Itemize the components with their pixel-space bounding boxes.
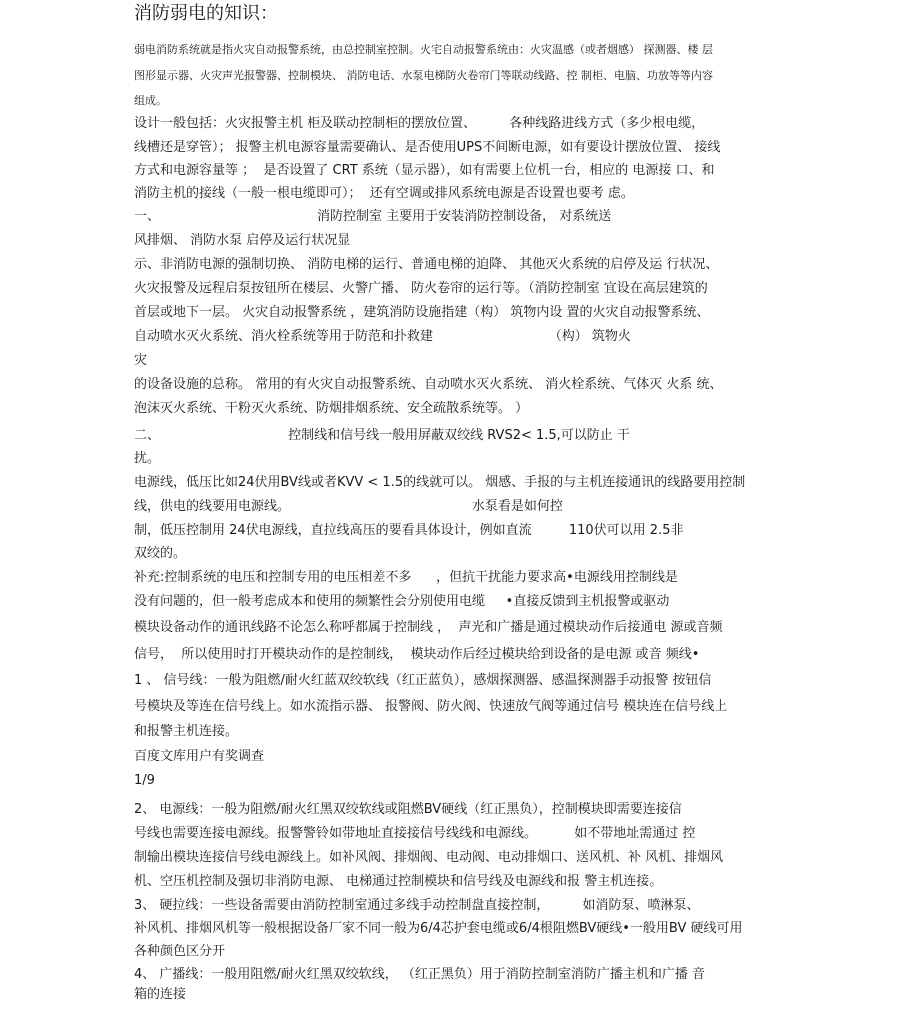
text-line: 信号， 所以使用时打开模块动作的是控制线， 模块动作后经过模块给到设备的是电源 或音 频线• bbox=[134, 647, 700, 662]
text-line: 模块设备动作的通讯线路不论怎么称呼都属于控制线 ， 声光和广播是通过模块动作后接通电 源或音频 bbox=[134, 620, 723, 635]
text-line: 方式和电源容量等 ； 是否设置了 CRT 系统（显示器），如有需要上位机一台，相应的 电源接 口、和 bbox=[134, 163, 715, 178]
text-line: 2、 电源线：一般为阻燃/耐火红黑双绞软线或阻燃BV硬线（红正黑负），控制模块即需要连接信 bbox=[134, 802, 682, 817]
text-line: 示、非消防电源的强制切换、 消防电梯的运行、普通电梯的迫降、 其他灭火系统的启停及运 行状况、 bbox=[134, 257, 719, 272]
text-line: 4、 广播线：一般用阻燃/耐火红黑双绞软线， （红正黑负）用于消防控制室消防广播主机和广播 音 bbox=[134, 967, 706, 982]
text-line: 线槽还是穿管）； 报警主机电源容量需要确认、是否使用UPS不间断电源，如有要设计摆放位置、 接线 bbox=[134, 140, 721, 155]
text-line: 图形显示器、火灾声光报警器、控制模块、 消防电话、水泵电梯防火卷帘门等联动线路、控 制柜、电脑、功放等等内容 bbox=[134, 69, 713, 82]
document-title: 消防弱电的知识： bbox=[134, 3, 278, 24]
text-line: 没有问题的，但一般考虑成本和使用的频繁性会分别使用电缆 •直接反馈到主机报警或驱动 bbox=[134, 594, 670, 609]
text-line: 扰。 bbox=[134, 451, 161, 466]
text-line: 的设备设施的总称。 常用的有火灾自动报警系统、自动喷水灭火系统、 消火栓系统、气体灭 火系 统、 bbox=[134, 377, 723, 392]
text-line: 双绞的。 bbox=[134, 546, 187, 561]
text-line: 制输出模块连接信号线电源线上。如补风阀、排烟阀、电动阀、电动排烟口、送风机、补 风机、排烟风 bbox=[134, 850, 724, 865]
text-line: 各种颜色区分开 bbox=[134, 944, 226, 959]
text-line: 补充:控制系统的电压和控制专用的电压相差不多 ，但抗干扰能力要求高•电源线用控制线是 bbox=[134, 570, 678, 585]
text-line: 制，低压控制用 24伏电源线，直拉线高压的要看具体设计，例如直流 110伏可以用 2.5非 bbox=[134, 523, 684, 538]
text-line: 组成。 bbox=[134, 94, 167, 107]
text-line: 弱电消防系统就是指火灾自动报警系统，由总控制室控制。火宅自动报警系统由：火灾温感（或者烟感） 探测器、楼 层 bbox=[134, 43, 713, 56]
text-line: 消防主机的接线（一般一根电缆即可）； 还有空调或排风系统电源是否设置也要考 虑。 bbox=[134, 186, 634, 201]
text-line: 电源线，低压比如24伏用BV线或者KVV < 1.5的线就可以。 烟感、手报的与主机连接通讯的线路要用控制 bbox=[134, 475, 746, 490]
text-line: 1 、 信号线：一般为阻燃/耐火红蓝双绞软线（红正蓝负），感烟探测器、感温探测器手动报警 按钮信 bbox=[134, 673, 712, 688]
text-line: 百度文库用户有奖调查 bbox=[134, 749, 265, 764]
text-line: 首层或地下一层。 火灾自动报警系统 ，建筑消防设施指建（构） 筑物内设 置的火灾自动报警系统、 bbox=[134, 305, 710, 320]
text-line: 线，供电的线要用电源线。 水泵看是如何控 bbox=[134, 499, 563, 514]
text-line: 机、空压机控制及强切非消防电源、 电梯通过控制模块和信号线及电源线和报 警主机连接。 bbox=[134, 874, 663, 889]
text-line: 和报警主机连接。 bbox=[134, 724, 239, 739]
text-line: 箱的连接 bbox=[134, 987, 187, 1002]
text-line: 补风机、排烟风机等一般根据设备厂家不同一般为6/4芯护套电缆或6/4根阻燃BV硬线•一般用BV 硬线可用 bbox=[134, 921, 743, 936]
text-line: 风排烟、 消防水泵 启停及运行状况显 bbox=[134, 233, 351, 248]
text-line: 一、 消防控制室 主要用于安装消防控制设备， 对系统送 bbox=[134, 209, 612, 224]
text-line: 自动喷水灭火系统、消火栓系统等用于防范和扑救建 （构） 筑物火 bbox=[134, 329, 631, 344]
text-line: 1/9 bbox=[134, 773, 155, 788]
text-line: 灾 bbox=[134, 353, 148, 368]
text-line: 火灾报警及远程启泵按钮所在楼层、火警广播、 防火卷帘的运行等。（消防控制室 宜设在高层建筑的 bbox=[134, 281, 708, 296]
text-line: 设计一般包括：火灾报警主机 柜及联动控制柜的摆放位置、 各种线路进线方式（多少根电缆， bbox=[134, 116, 705, 131]
text-line: 泡沫灭火系统、干粉灭火系统、防烟排烟系统、安全疏散系统等。 ） bbox=[134, 401, 529, 416]
text-line: 二、 控制线和信号线一般用屏蔽双绞线 RVS2< 1.5,可以防止 干 bbox=[134, 428, 630, 443]
text-line: 号模块及等连在信号线上。如水流指示器、 报警阀、防火阀、快速放气阀等通过信号 模块连在信号线上 bbox=[134, 699, 728, 714]
text-line: 号线也需要连接电源线。报警警铃如带地址直接接信号线线和电源线。 如不带地址需通过 控 bbox=[134, 826, 696, 841]
text-line: 3、 硬拉线：一些设备需要由消防控制室通过多线手动控制盘直接控制， 如消防泵、喷淋泵、 bbox=[134, 898, 700, 913]
